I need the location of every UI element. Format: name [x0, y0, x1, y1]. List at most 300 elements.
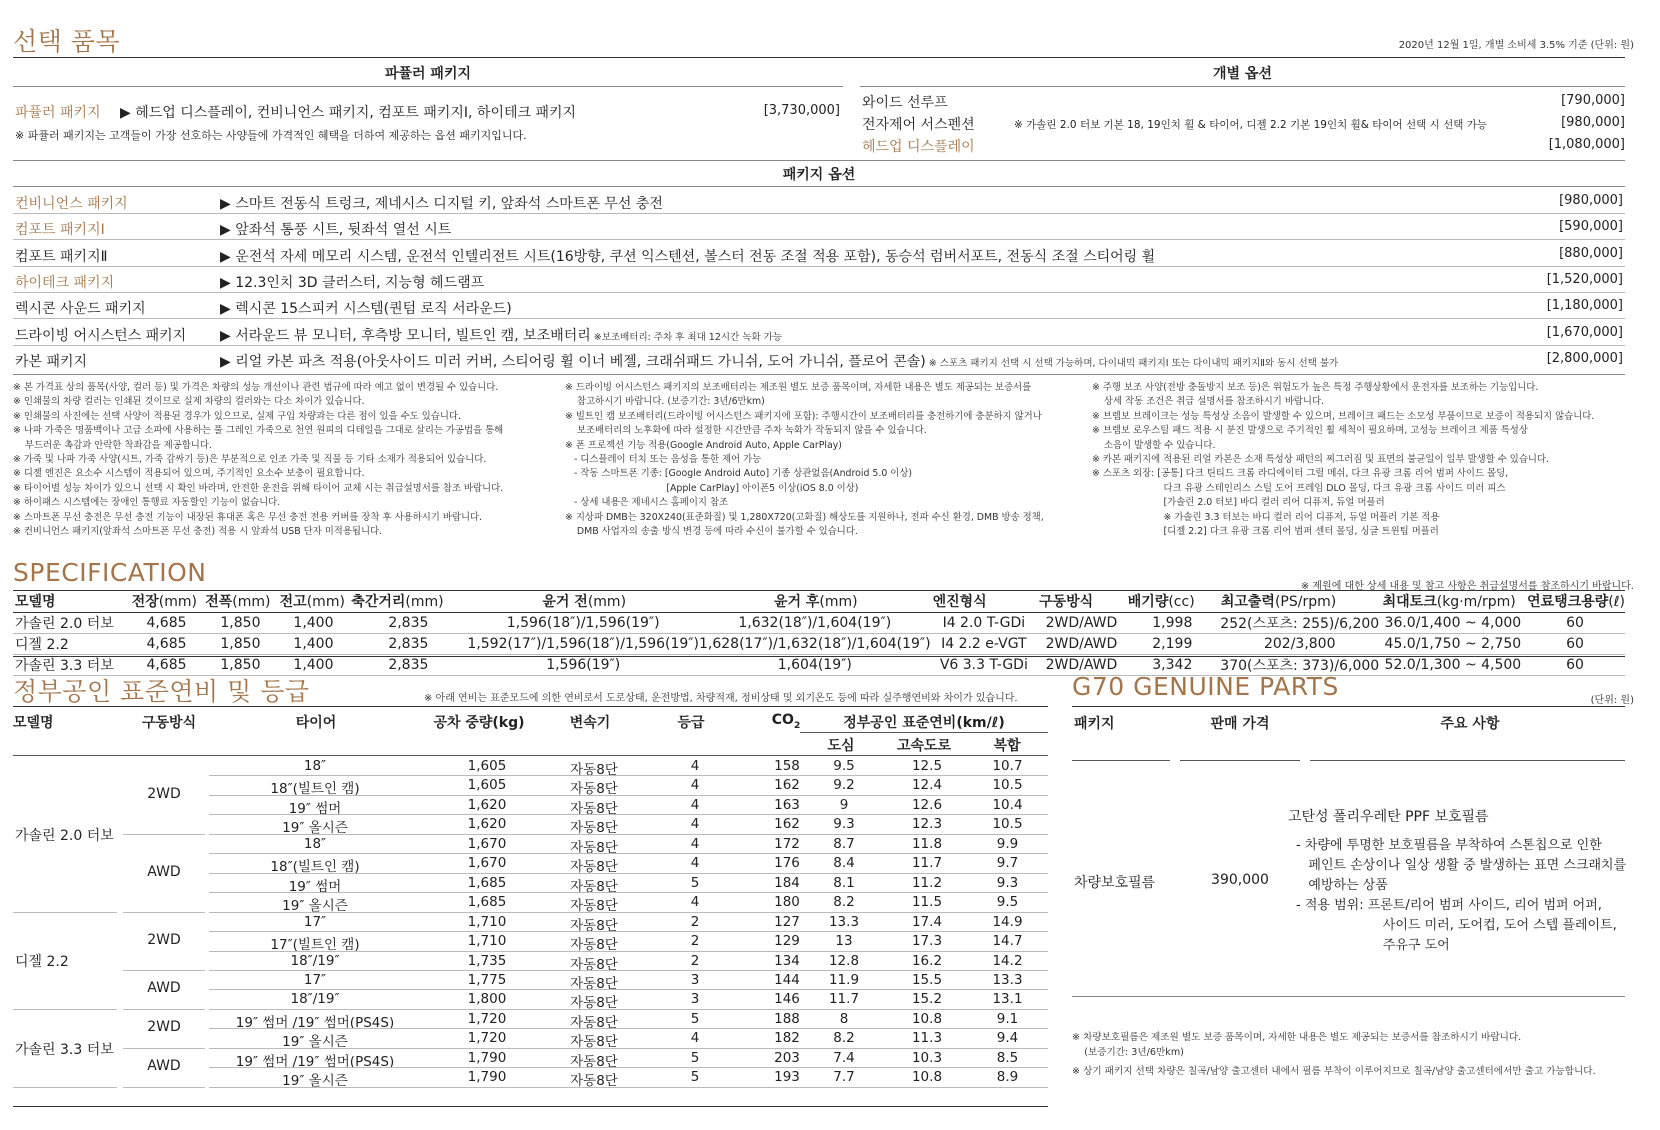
fuel-cell: 14.2	[992, 952, 1023, 969]
package-price: [1,670,000]	[1546, 324, 1623, 340]
fuel-cell: 18″(빌트인 캠)	[270, 781, 360, 798]
fuel-cell: 1,685	[467, 894, 507, 911]
fuel-cell: 19″ 썸머	[288, 800, 342, 817]
individual-option-name: 와이드 선루프	[862, 95, 948, 111]
spec-header: 윤거 후(mm)	[699, 591, 931, 612]
spec-cell: 1,596(19″)	[467, 654, 699, 675]
parts-main-title: 고탄성 폴리우레탄 PPF 보호필름	[1288, 809, 1489, 825]
fuel-cell: 2	[690, 933, 700, 950]
fuel-cell: 19″ 썸머 /19″ 썸머(PS4S)	[235, 1053, 395, 1070]
spec-header: 전고(mm)	[278, 591, 350, 612]
package-row	[13, 268, 1625, 293]
fuel-cell: 18″(빌트인 캠)	[270, 859, 360, 876]
note-line: ※ 주행 보조 사양(전방 충돌방지 보조 등)은 위험도가 높은 특정 주행상황에서 운전자를 보조하는 기능입니다.	[1092, 382, 1539, 393]
individual-option-name: 헤드업 디스플레이	[862, 139, 975, 155]
fuel-cell: 4	[690, 855, 700, 872]
fuel-cell: 자동8단	[570, 937, 618, 954]
fuel-cell: 자동8단	[570, 762, 618, 778]
package-desc: ▶ 앞좌석 통풍 시트, 뒷좌석 열선 시트	[220, 222, 452, 239]
individual-option-name: 전자제어 서스펜션	[862, 117, 975, 133]
fuel-cell: 10.4	[992, 796, 1023, 813]
fuel-cell: 12.5	[911, 758, 943, 774]
fuel-cell: 11.2	[911, 874, 943, 891]
note-line: [가솔린 2.0 터보] 바디 컬러 리어 디퓨저, 듀얼 머플러	[1092, 497, 1385, 509]
package-desc: ▶ 렉시콘 15스피커 시스템(퀀텀 로직 서라운드)	[220, 301, 512, 318]
fuel-cell: 188	[774, 1010, 800, 1027]
page-title: 선택 품목	[13, 27, 121, 56]
fuel-cell: 10.5	[992, 777, 1023, 794]
fuel-header-city: 도심	[827, 738, 855, 754]
spec-cell: 1,400	[278, 612, 350, 633]
spec-cell: 36.0/1,400 ~ 4,000	[1381, 612, 1526, 633]
notes-column-2	[565, 381, 1085, 539]
fuel-header-drive: 구동방식	[142, 715, 197, 731]
popular-header: 파퓰러 패키지	[384, 66, 472, 82]
fuel-header-comb: 복합	[993, 738, 1021, 754]
spec-cell: 370(스포츠: 373)/6,000	[1219, 654, 1381, 675]
fuel-cell: 11.5	[911, 894, 943, 911]
fuel-cell: 8.2	[833, 1030, 855, 1047]
fuel-cell: 8.9	[996, 1069, 1019, 1086]
popular-note: ※ 파퓰러 패키지는 고객들이 가장 선호하는 사양들에 가격적인 혜택을 더하여 제공하는 옵션 패키지입니다.	[15, 129, 527, 142]
fuel-cell: 176	[774, 855, 800, 872]
fuel-cell: 19″ 올시즌	[282, 820, 348, 837]
note-line: DMB 사업자의 송출 방식 변경 등에 따라 수신이 불가할 수 있습니다.	[565, 526, 858, 538]
package-row	[13, 242, 1625, 267]
fuel-cell: 1,670	[467, 835, 507, 852]
spec-cell: 2WD/AWD	[1037, 654, 1126, 675]
note-line: ※ 컨비니언스 패키지(앞좌석 스마트폰 무선 충전) 적용 시 앞좌석 USB 단자 미적용됩니다.	[13, 526, 383, 538]
fuel-cell: 10.8	[911, 1010, 943, 1027]
fuel-cell: 5	[690, 874, 700, 891]
individual-option-note: ※ 가솔린 2.0 터보 기본 18, 19인치 휠 & 타이어, 디젤 2.2 기본 19인치 휠& 타이어 선택 시 선택 가능	[1014, 119, 1488, 131]
spec-cell: I4 2.0 T-GDi	[931, 612, 1038, 633]
package-name: 하이테크 패키지	[15, 274, 115, 291]
package-price: [1,180,000]	[1546, 298, 1623, 314]
fuel-cell: 9.7	[996, 855, 1019, 872]
spec-cell: 1,850	[203, 654, 277, 675]
spec-cell: 60	[1525, 654, 1625, 675]
fuel-cell: 1,685	[467, 874, 507, 891]
parts-header-main: 주요 사항	[1440, 716, 1500, 732]
spec-header: 최고출력(PS/rpm)	[1219, 591, 1381, 612]
note-line: 소음이 발생할 수 있습니다.	[1092, 439, 1216, 451]
fuel-cell: 자동8단	[570, 975, 618, 992]
fuel-cell: 9.3	[996, 874, 1019, 891]
fuel-cell: 129	[774, 933, 800, 950]
package-row	[13, 215, 1625, 240]
package-desc: ▶ 리얼 카본 파츠 적용(아웃사이드 미러 커버, 스티어링 휠 이너 베젤, 크래쉬패드 가니쉬, 도어 가니쉬, 플로어 콘솔) ※ 스포츠 패키지 선택 시 선택 가능하며, 다이내믹 패키지Ⅰ 또는 다이내믹 패키지Ⅱ와 동시 선택 불가	[220, 353, 1339, 370]
fuel-cell: 162	[774, 816, 800, 833]
fuel-cell: 자동8단	[570, 839, 618, 856]
note-line: 참고하시기 바랍니다. (보증기간: 3년/6만km)	[565, 396, 765, 408]
fuel-cell: 8.1	[833, 874, 855, 891]
fuel-cell: 5	[690, 1069, 700, 1086]
fuel-table	[13, 756, 1048, 1106]
fuel-header-hwy: 고속도로	[896, 738, 952, 754]
spec-header-unit: (mm)	[232, 594, 271, 611]
note-line: - 디스플레이 터치 또는 음성을 통한 제어 가능	[565, 454, 762, 466]
fuel-cell: 9	[839, 796, 849, 813]
fuel-cell: 19″ 썸머	[288, 878, 342, 895]
package-row	[13, 321, 1625, 346]
parts-note-line: ※ 차량보호필름은 제조원 별도 보증 품목이며, 자세한 내용은 별도 제공되는 보증서를 참조하시기 바랍니다.	[1072, 1032, 1522, 1043]
fuel-cell: 15.2	[911, 991, 943, 1008]
fuel-cell: 11.7	[828, 991, 860, 1008]
individual-option-price: [980,000]	[1561, 115, 1625, 130]
fuel-cell: 193	[774, 1069, 800, 1086]
fuel-cell: 13.3	[992, 971, 1023, 988]
spec-cell: 60	[1525, 612, 1625, 633]
spec-row	[13, 633, 1625, 654]
fuel-cell: 11.7	[911, 855, 943, 872]
spec-title: SPECIFICATION	[13, 558, 207, 587]
package-note: ※보조배터리: 주차 후 최대 12시간 녹화 가능	[590, 331, 783, 343]
parts-note-line: ※ 상기 패키지 선택 차량은 칠곡/남양 출고센터 내에서 필름 부착이 이루어지므로 칠곡/남양 출고센터에서만 출고 가능합니다.	[1072, 1066, 1596, 1077]
note-line: 다크 유광 스테인리스 스틸 도어 프레임 DLO 몰딩, 다크 유광 크롬 사이드 미러 피스	[1092, 482, 1506, 494]
fuel-cell: 자동8단	[570, 820, 618, 837]
fuel-cell: 자동8단	[570, 898, 618, 915]
package-row	[13, 347, 1625, 372]
spec-header-unit: (ℓ)	[1608, 594, 1625, 611]
spec-header: 엔진형식	[931, 591, 1038, 612]
parts-note-line: (보증기간: 3년/6만km)	[1072, 1047, 1184, 1058]
spec-header-unit: (PS/rpm)	[1274, 594, 1337, 611]
fuel-cell: 자동8단	[570, 1073, 618, 1090]
fuel-drive: AWD	[147, 1058, 181, 1075]
spec-cell: 4,685	[130, 612, 204, 633]
fuel-cell: 10.8	[911, 1069, 943, 1086]
package-name: 컨비니언스 패키지	[15, 196, 128, 212]
package-price: [1,520,000]	[1546, 271, 1623, 287]
package-desc: ▶ 스마트 전동식 트렁크, 제네시스 디지털 키, 앞좌석 스마트폰 무선 충전	[220, 196, 663, 212]
package-desc: ▶ 12.3인치 3D 클러스터, 지능형 헤드램프	[220, 274, 485, 291]
spec-header: 배기량(cc)	[1126, 591, 1219, 612]
note-line: ※ 가솔린 3.3 터보는 바디 컬러 리어 디퓨저, 듀얼 머플러 기본 적용	[1092, 511, 1440, 523]
fuel-cell: 16.2	[911, 952, 943, 969]
fuel-cell: 10.7	[992, 758, 1023, 774]
fuel-cell: 14.9	[992, 913, 1023, 930]
fuel-cell: 1,790	[467, 1049, 507, 1066]
note-line: ※ 빌트인 캠 보조배터리(드라이빙 어시스턴스 패키지에 포함): 주행시간이 보조배터리를 충전하기에 충분하지 않거나	[565, 410, 1042, 422]
fuel-cell: 19″ 올시즌	[282, 1034, 348, 1051]
note-line: ※ 카본 패키지에 적용된 리얼 카본은 소재 특성상 패턴의 찌그러짐 및 표면의 불균일이 일부 발생할 수 있습니다.	[1092, 454, 1549, 466]
spec-header: 축간거리(mm)	[349, 591, 467, 612]
spec-cell: 1,592(17″)/1,596(18″)/1,596(19″)	[467, 633, 699, 654]
spec-cell: 가솔린 2.0 터보	[13, 612, 130, 633]
fuel-cell: 127	[774, 913, 800, 930]
individual-header: 개별 옵션	[1213, 66, 1272, 82]
package-desc: ▶ 서라운드 뷰 모니터, 후측방 모니터, 빌트인 캠, 보조배터리 ※보조배터리: 주차 후 최대 12시간 녹화 가능	[220, 327, 783, 344]
fuel-cell: 1,670	[467, 855, 507, 872]
individual-option-row	[860, 89, 1625, 111]
fuel-cell: 1,775	[467, 971, 507, 988]
fuel-model: 디젤 2.2	[15, 954, 69, 971]
notes-column-1	[13, 381, 533, 539]
individual-option-row	[860, 111, 1625, 133]
fuel-header-grade: 등급	[677, 715, 705, 731]
fuel-cell: 3	[690, 991, 700, 1008]
spec-cell: 2,835	[349, 612, 467, 633]
fuel-cell: 8.4	[833, 855, 855, 872]
note-line: ※ 하이패스 시스템에는 장애인 통행료 자동할인 기능이 없습니다.	[13, 497, 281, 509]
fuel-cell: 자동8단	[570, 800, 618, 817]
package-name: 드라이빙 어시스턴스 패키지	[15, 327, 187, 344]
parts-name: 차량보호필름	[1074, 875, 1156, 891]
spec-cell: 2WD/AWD	[1037, 633, 1126, 654]
fuel-cell: 5	[690, 1049, 700, 1066]
parts-unit: (단위: 원)	[1590, 695, 1634, 706]
spec-header-unit: (mm)	[405, 594, 444, 611]
spec-cell: 2WD/AWD	[1037, 612, 1126, 633]
note-line: ※ 나파 가죽은 명품백이나 고급 소파에 사용하는 풀 그레인 가죽으로 천연 원피의 디테일을 그대로 살리는 가공법을 통해	[13, 425, 504, 437]
fuel-cell: 3	[690, 971, 700, 988]
fuel-header-model: 모델명	[13, 715, 54, 731]
parts-notes	[1072, 1030, 1596, 1079]
fuel-cell: 8.2	[833, 894, 855, 911]
fuel-cell: 203	[774, 1049, 800, 1066]
fuel-cell: 180	[774, 894, 800, 911]
fuel-cell: 1,735	[467, 952, 507, 969]
spec-header: 윤거 전(mm)	[467, 591, 699, 612]
spec-cell: 4,685	[130, 633, 204, 654]
fuel-cell: 18″	[303, 758, 327, 774]
note-line: ※ 가죽 및 나파 가죽 사양(시트, 가죽 감싸기 등)은 부분적으로 인조 가죽 및 직물 등 기타 소재가 적용되어 있습니다.	[13, 454, 487, 466]
fuel-header-trans: 변속기	[569, 715, 611, 731]
note-line: ※ 디젤 엔진은 요소수 시스템이 적용되어 있으며, 주기적인 요소수 보충이 필요합니다.	[13, 468, 365, 480]
fuel-cell: 12.3	[911, 816, 943, 833]
fuel-cell: 17.4	[911, 913, 943, 930]
fuel-cell: 144	[774, 971, 800, 988]
package-name: 컴포트 패키지Ⅰ	[15, 222, 105, 239]
fuel-drive: 2WD	[147, 785, 181, 802]
package-name: 렉시콘 사운드 패키지	[15, 301, 146, 318]
parts-title: G70 GENUINE PARTS	[1072, 672, 1339, 701]
fuel-cell: 13	[835, 933, 853, 950]
spec-cell: 2,835	[349, 654, 467, 675]
fuel-cell: 146	[774, 991, 800, 1008]
fuel-cell: 17.3	[911, 933, 943, 950]
spec-cell: 1,850	[203, 612, 277, 633]
fuel-cell: 자동8단	[570, 1014, 618, 1031]
note-line: ※ 폰 프로젝션 기능 적용(Google Android Auto, Apple CarPlay)	[565, 439, 842, 451]
fuel-cell: 11.3	[911, 1030, 943, 1047]
spec-cell: 45.0/1,750 ~ 2,750	[1381, 633, 1526, 654]
fuel-cell: 19″ 올시즌	[282, 898, 348, 915]
fuel-cell: 172	[774, 835, 800, 852]
spec-header: 전장(mm)	[130, 591, 204, 612]
fuel-cell: 18″/19″	[290, 991, 340, 1008]
fuel-cell: 4	[690, 1030, 700, 1047]
fuel-cell: 13.1	[992, 991, 1023, 1008]
fuel-cell: 1,620	[467, 796, 507, 813]
parts-header-price: 판매 가격	[1210, 716, 1270, 732]
fuel-drive: 2WD	[147, 931, 181, 948]
date-note: 2020년 12월 1일, 개별 소비세 3.5% 기준 (단위: 원)	[1398, 40, 1634, 51]
fuel-model: 가솔린 3.3 터보	[15, 1041, 114, 1058]
fuel-cell: 163	[774, 796, 800, 813]
popular-desc: ▶ 헤드업 디스플레이, 컨비니언스 패키지, 컴포트 패키지Ⅰ, 하이테크 패키지	[120, 105, 577, 121]
spec-header: 연료탱크용량(ℓ)	[1525, 591, 1625, 612]
fuel-cell: 2	[690, 952, 700, 969]
fuel-cell: 10.5	[992, 816, 1023, 833]
spec-cell: 디젤 2.2	[13, 633, 130, 654]
fuel-header-tire: 타이어	[295, 715, 337, 731]
package-row	[13, 294, 1625, 319]
spec-header-unit: (mm)	[819, 594, 858, 611]
spec-cell: 1,604(19″)	[699, 654, 931, 675]
fuel-cell: 2	[690, 913, 700, 930]
fuel-cell: 19″ 올시즌	[282, 1073, 348, 1090]
fuel-cell: 13.3	[828, 913, 860, 930]
note-line: 보조배터리의 노후화에 따라 설정한 시간만큼 주차 녹화가 작동되지 않을 수 있습니다.	[565, 425, 927, 437]
fuel-cell: 18″	[303, 835, 327, 852]
fuel-cell: 4	[690, 758, 700, 774]
note-line: - 상세 내용은 제네시스 홈페이지 참조	[565, 497, 729, 509]
fuel-cell: 8.5	[996, 1049, 1019, 1066]
fuel-cell: 1,605	[467, 758, 507, 774]
popular-name: 파퓰러 패키지	[15, 105, 101, 121]
fuel-cell: 18″/19″	[290, 952, 340, 969]
spec-cell: 4,685	[130, 654, 204, 675]
fuel-cell: 자동8단	[570, 995, 618, 1012]
fuel-cell: 자동8단	[570, 1053, 618, 1070]
package-header: 패키지 옵션	[782, 167, 856, 183]
fuel-cell: 9.5	[996, 894, 1019, 911]
fuel-cell: 자동8단	[570, 781, 618, 798]
note-line: ※ 브렘보 브레이크는 성능 특성상 소음이 발생할 수 있으며, 브레이크 패드는 소모성 부품이므로 보증이 적용되지 않습니다.	[1092, 410, 1595, 422]
spec-cell: 1,400	[278, 654, 350, 675]
parts-header-package: 패키지	[1074, 716, 1115, 732]
fuel-cell: 자동8단	[570, 878, 618, 895]
fuel-cell: 19″ 썸머 /19″ 썸머(PS4S)	[235, 1014, 395, 1031]
fuel-cell: 자동8단	[570, 1034, 618, 1051]
popular-price: [3,730,000]	[763, 103, 840, 118]
parts-price: 390,000	[1211, 872, 1269, 888]
spec-header: 최대토크(kg·m/rpm)	[1381, 591, 1526, 612]
package-name: 카본 패키지	[15, 353, 88, 370]
spec-header-unit: (mm)	[158, 594, 197, 611]
fuel-model: 가솔린 2.0 터보	[15, 827, 114, 844]
note-line: ※ 타이어별 성능 차이가 있으니 선택 시 확인 바라며, 안전한 운전을 위해 타이어 교체 시는 취급설명서를 참조 바랍니다.	[13, 482, 504, 494]
fuel-cell: 1,710	[467, 913, 507, 930]
spec-cell: 2,199	[1126, 633, 1219, 654]
note-line: - 작동 스마트폰 기종: [Google Android Auto] 기종 상관없음(Android 5.0 이상)	[565, 468, 913, 480]
fuel-header-eff: 정부공인 표준연비(km/ℓ)	[843, 715, 1005, 731]
fuel-cell: 1,790	[467, 1069, 507, 1086]
spec-header-unit: (kg·m/rpm)	[1436, 594, 1516, 611]
spec-cell: 252(스포츠: 255)/6,200	[1219, 612, 1381, 633]
spec-note: ※ 제원에 대한 상세 내용 및 참고 사항은 취급설명서를 참조하시기 바랍니다.	[1300, 581, 1634, 592]
package-row	[13, 189, 1625, 214]
note-line: ※ 브렘보 로우스틸 패드 적용 시 분진 발생으로 주기적인 휠 세척이 필요하며, 고성능 브레이크 제품 특성상	[1092, 425, 1528, 437]
fuel-cell: 7.4	[833, 1049, 855, 1066]
fuel-cell: 1,720	[467, 1030, 507, 1047]
fuel-cell: 12.8	[828, 952, 860, 969]
fuel-cell: 9.3	[833, 816, 855, 833]
spec-header-unit: (mm)	[587, 594, 627, 611]
fuel-cell: 17″	[303, 913, 327, 930]
note-line: [Apple CarPlay] 아이폰5 이상(iOS 8.0 이상)	[565, 482, 859, 494]
note-line: ※ 지상파 DMB는 320X240(표준화질) 및 1,280X720(고화질) 해상도를 지원하나, 전파 수신 환경, DMB 방송 정책,	[565, 511, 1044, 523]
spec-cell: 가솔린 3.3 터보	[13, 654, 130, 675]
spec-cell: V6 3.3 T-GDi	[931, 654, 1038, 675]
spec-header: 전폭(mm)	[203, 591, 277, 612]
package-name: 컴포트 패키지Ⅱ	[15, 248, 108, 265]
fuel-cell: 8	[839, 1010, 849, 1027]
fuel-cell: 1,710	[467, 933, 507, 950]
package-price: [880,000]	[1559, 245, 1623, 261]
spec-table	[13, 591, 1625, 676]
fuel-cell: 11.9	[828, 971, 860, 988]
fuel-cell: 162	[774, 777, 800, 794]
note-line: ※ 스포츠 외장: [공통] 다크 틴티드 크롬 라디에이터 그릴 메쉬, 다크 유광 크롬 리어 범퍼 사이드 몰딩,	[1092, 468, 1509, 480]
spec-cell: 3,342	[1126, 654, 1219, 675]
fuel-cell: 17″	[303, 971, 327, 988]
parts-main-lines: - 차량에 투명한 보호필름을 부착하여 스톤칩으로 인한 페인트 손상이나 일상 생활 중 발생하는 표면 스크래치를 예방하는 상품 - 적용 범위: 프론트/리어 범퍼 사이드, 리어 범퍼 어퍼, 사이드 미러, 도어컵, 도어 스텝 플레이트, 주유구 도어	[1296, 838, 1627, 953]
spec-cell: 1,596(18″)/1,596(19″)	[467, 612, 699, 633]
spec-cell: 1,400	[278, 633, 350, 654]
spec-cell: I4 2.2 e-VGT	[931, 633, 1038, 654]
notes-column-3	[1092, 381, 1612, 539]
fuel-title: 정부공인 표준연비 및 등급	[13, 677, 310, 706]
fuel-cell: 자동8단	[570, 859, 618, 876]
fuel-cell: 184	[774, 874, 800, 891]
fuel-note: ※ 아래 연비는 표준모드에 의한 연비로서 도로상태, 운전방법, 차량적재, 정비상태 및 외기온도 등에 따라 실주행연비와 차이가 있습니다.	[424, 693, 1018, 704]
note-line: ※ 드라이빙 어시스턴스 패키지의 보조배터리는 제조원 별도 보증 품목이며, 자세한 내용은 별도 제공되는 보증서를	[565, 382, 1032, 393]
spec-cell: 202/3,800	[1219, 633, 1381, 654]
fuel-cell: 182	[774, 1030, 800, 1047]
spec-cell: 1,628(17″)/1,632(18″)/1,604(19″)	[699, 633, 931, 654]
fuel-cell: 12.4	[911, 777, 943, 794]
fuel-cell: 11.8	[911, 835, 943, 852]
individual-option-price: [1,080,000]	[1548, 137, 1625, 152]
fuel-header-co2: $CO_2$	[771, 712, 801, 731]
fuel-cell: 9.5	[833, 758, 855, 774]
fuel-drive: 2WD	[147, 1019, 181, 1036]
package-desc: ▶ 운전석 자세 메모리 시스템, 운전석 인텔리전트 시트(16방향, 쿠션 익스텐션, 볼스터 전동 조절 적용 포함), 동승석 럼버서포트, 전동식 조절 스티어링 휠	[220, 248, 1156, 265]
fuel-cell: 9.2	[833, 777, 855, 794]
package-price: [590,000]	[1559, 219, 1623, 235]
spec-cell: 1,850	[203, 633, 277, 654]
fuel-cell: 15.5	[911, 971, 943, 988]
fuel-cell: 4	[690, 796, 700, 813]
fuel-cell: 9.1	[996, 1010, 1019, 1027]
note-line: ※ 인쇄물의 사진에는 선택 사양이 적용된 경우가 있으므로, 실제 구입 차량과는 다른 점이 있을 수도 있습니다.	[13, 410, 461, 422]
fuel-cell: 7.7	[833, 1069, 855, 1086]
fuel-drive: AWD	[147, 863, 181, 880]
spec-header: 모델명	[13, 591, 130, 612]
note-line: 부드러운 촉감과 안락한 착좌감을 제공합니다.	[13, 439, 212, 451]
fuel-cell: 1,720	[467, 1010, 507, 1027]
note-line: ※ 본 가격표 상의 품목(사양, 컬러 등) 및 가격은 차량의 성능 개선이나 관련 법규에 따라 예고 없이 변경될 수 있습니다.	[13, 382, 499, 393]
package-price: [2,800,000]	[1546, 350, 1623, 366]
fuel-cell: 12.6	[911, 796, 943, 813]
fuel-cell: 14.7	[992, 933, 1023, 950]
fuel-cell: 자동8단	[570, 917, 618, 934]
fuel-cell: 5	[690, 1010, 700, 1027]
fuel-cell: 4	[690, 835, 700, 852]
fuel-cell: 자동8단	[570, 956, 618, 973]
fuel-cell: 134	[774, 952, 800, 969]
spec-cell: 60	[1525, 633, 1625, 654]
package-price: [980,000]	[1559, 193, 1623, 208]
spec-header: 구동방식	[1037, 591, 1126, 612]
fuel-cell: 1,800	[467, 991, 507, 1008]
individual-option-price: [790,000]	[1561, 93, 1625, 108]
fuel-cell: 158	[774, 758, 800, 774]
fuel-header-weight: 공차 중량(kg)	[433, 715, 525, 731]
